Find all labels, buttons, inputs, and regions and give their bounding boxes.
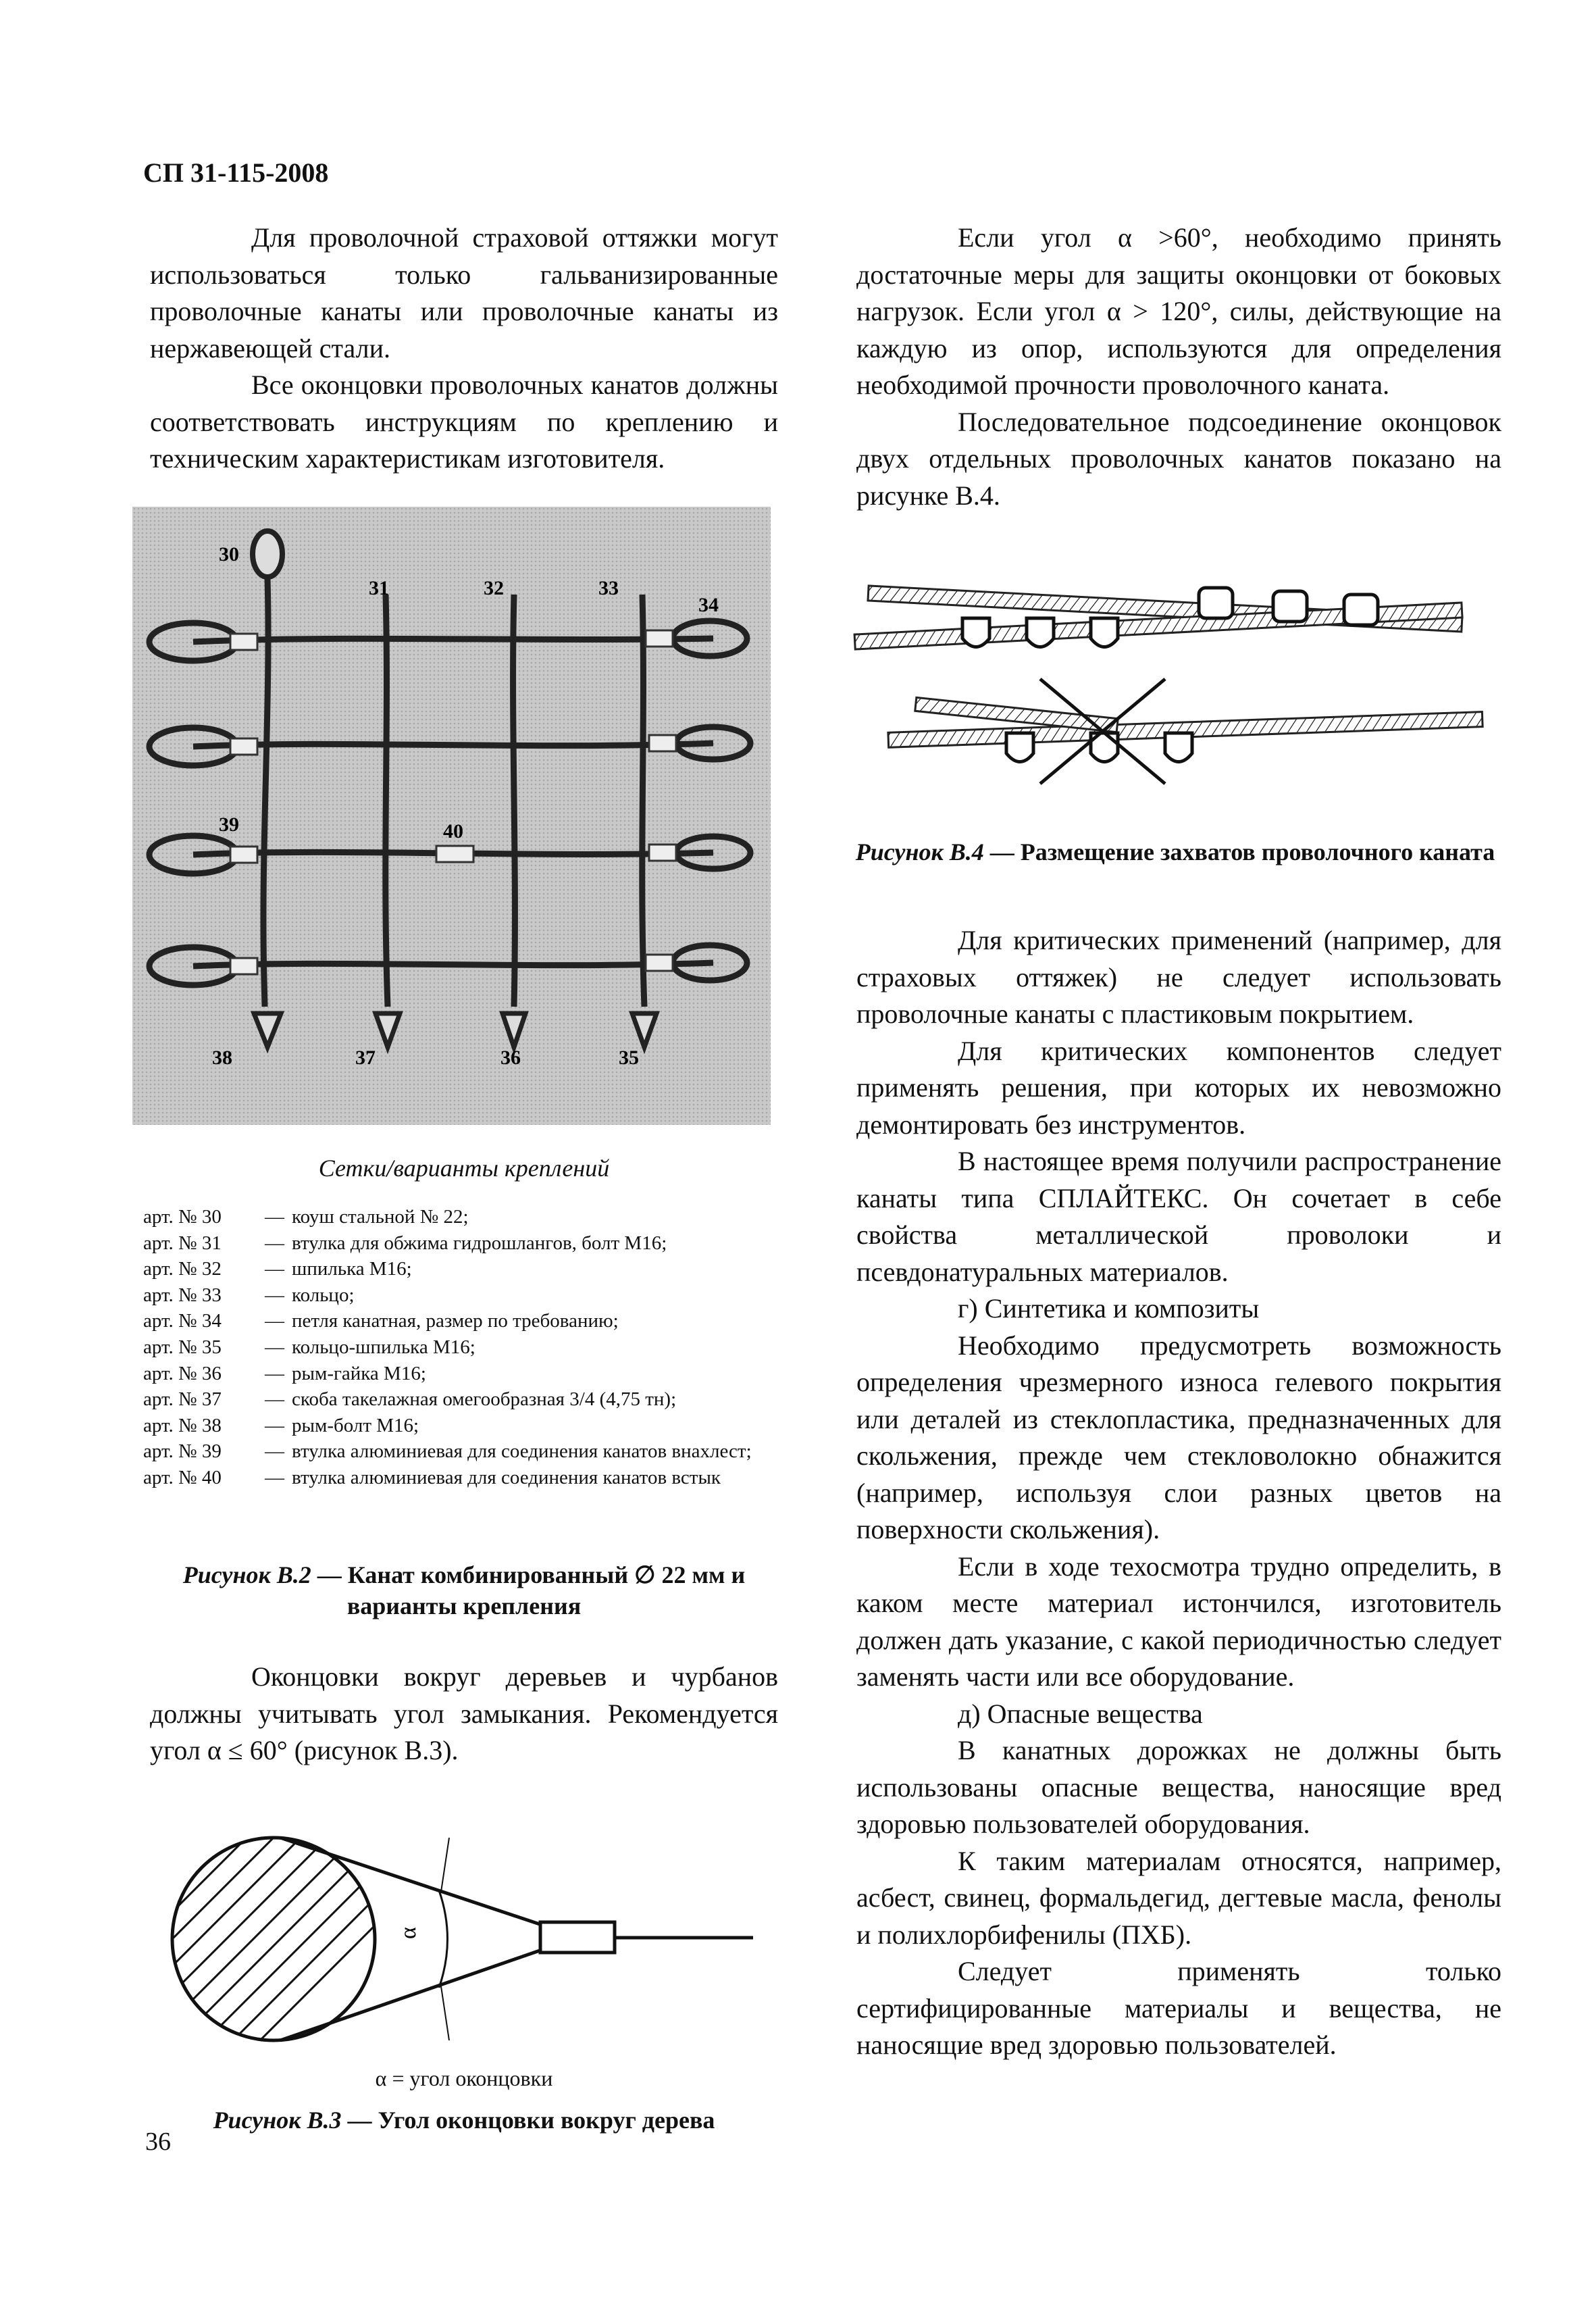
label-31: 31 [369,577,389,599]
paragraph: Следует применять только сертифицированные материалы и вещества, не наносящие вред здоровью пользователей. [856,1956,1501,2060]
paragraph: В настоящее время получили распространение канаты типа СПЛАЙТЕКС. Он сочетает в себе свойства металлической проволоки и псевдонатуральных материалов. [856,1146,1501,1287]
alpha-definition: α = угол оконцовки [375,2066,553,2090]
paragraph: Если в ходе техосмотра трудно определить, в каком месте материал истончился, изготовитель должен дать указание, с какой периодичностью следует заменять части или все оборудование. [856,1551,1501,1692]
figure-legend [143,1204,785,1491]
figure-b4-caption: Рисунок В.4 — Размещение захватов проволочного каната [855,838,1495,865]
label-35: 35 [619,1047,639,1069]
rope-clip-placement-diagram [848,554,1496,804]
legend-row: арт. № 33 — кольцо; [143,1284,355,1306]
legend-row: арт. № 37 — скоба такелажная омегообразная 3/4 (4,75 тн); [143,1388,677,1411]
left-column-top [150,220,778,478]
legend-row: арт. № 32 — шпилька М16; [143,1258,412,1280]
document-code: СП 31-115-2008 [143,157,329,188]
legend-row: арт. № 31 — втулка для обжима гидрошлангов, болт М16; [143,1232,667,1254]
label-38: 38 [212,1047,232,1069]
paragraph: Последовательное подсоединение оконцовок двух отдельных проволочных канатов показано на рисунке В.4. [856,406,1501,511]
paragraph: Оконцовки вокруг деревьев и чурбанов должны учитывать угол замыкания. Рекомендуется угол α ≤ 60° (рисунок В.3). [150,1661,778,1765]
left-column-bottom [150,1659,778,1769]
alpha-symbol: α [396,1927,421,1939]
paragraph: Все оконцовки проволочных канатов должны соответствовать инструкциям по креплению и техническим характеристикам изготовителя. [150,370,778,474]
legend-row: арт. № 38 — рым-болт М16; [143,1414,419,1436]
paragraph: Для критических применений (например, для страховых оттяжек) не следует использовать проволочные канаты с пластиковым покрытием. [856,925,1501,1029]
paragraph: К таким материалам относятся, например, асбест, свинец, формальдегид, дегтевые масла, фенолы и полихлорбифенилы (ПХБ). [856,1845,1501,1950]
label-32: 32 [484,577,504,599]
legend-row: арт. № 40 — втулка алюминиевая для соединения канатов встык [143,1466,721,1488]
tree-wrap-angle-diagram [165,1811,760,2067]
rope-net-photo [132,507,771,1125]
right-column-top [856,220,1501,514]
figure-b3-caption: Рисунок В.3 — Угол оконцовки вокруг дерева [213,2107,715,2134]
legend-row: арт. № 36 — рым-гайка М16; [143,1362,426,1384]
label-30: 30 [219,543,239,565]
label-40: 40 [443,820,463,842]
figure-b2-caption: Рисунок В.2 — Канат комбинированный ∅ 22 мм и варианты крепления [182,1561,746,1619]
label-39: 39 [219,813,239,836]
legend-row: арт. № 30 — коуш стальной № 22; [143,1206,469,1228]
paragraph: Для проволочной страховой оттяжки могут использоваться только гальванизированные проволочные канаты или проволочные канаты из нержавеющей стали. [150,222,778,363]
legend-row: арт. № 39 — втулка алюминиевая для соединения канатов внахлест; [143,1440,752,1463]
paragraph: Для критических компонентов следует применять решения, при которых их невозможно демонтировать без инструментов. [856,1035,1501,1140]
label-34: 34 [698,594,719,616]
page-number: 36 [145,2128,171,2156]
paragraph: Необходимо предусмотреть возможность определения чрезмерного износа гелевого покрытия или деталей из стеклопластика, предназначенных для скольжения, прежде чем стекловолокно обнажится (например, используя слои разных цветов на поверхности скольжения). [856,1330,1501,1544]
label-33: 33 [598,577,619,599]
section-heading: д) Опасные вещества [958,1698,1203,1729]
figure-subtitle: Сетки/варианты креплений [318,1155,610,1182]
section-heading: г) Синтетика и композиты [958,1293,1260,1324]
paragraph: В канатных дорожках не должны быть использованы опасные вещества, наносящие вред здоровью пользователей оборудования. [856,1735,1501,1839]
right-column-bottom [856,922,1501,2064]
label-36: 36 [500,1047,521,1069]
legend-row: арт. № 35 — кольцо-шпилька М16; [143,1336,475,1358]
paragraph: Если угол α >60°, необходимо принять достаточные меры для защиты оконцовки от боковых нагрузок. Если угол α > 120°, силы, действующие на каждую из опор, используются для определения необходимой прочности проволочного каната. [856,222,1501,400]
label-37: 37 [355,1047,376,1069]
legend-row: арт. № 34 — петля канатная, размер по требованию; [143,1310,619,1332]
